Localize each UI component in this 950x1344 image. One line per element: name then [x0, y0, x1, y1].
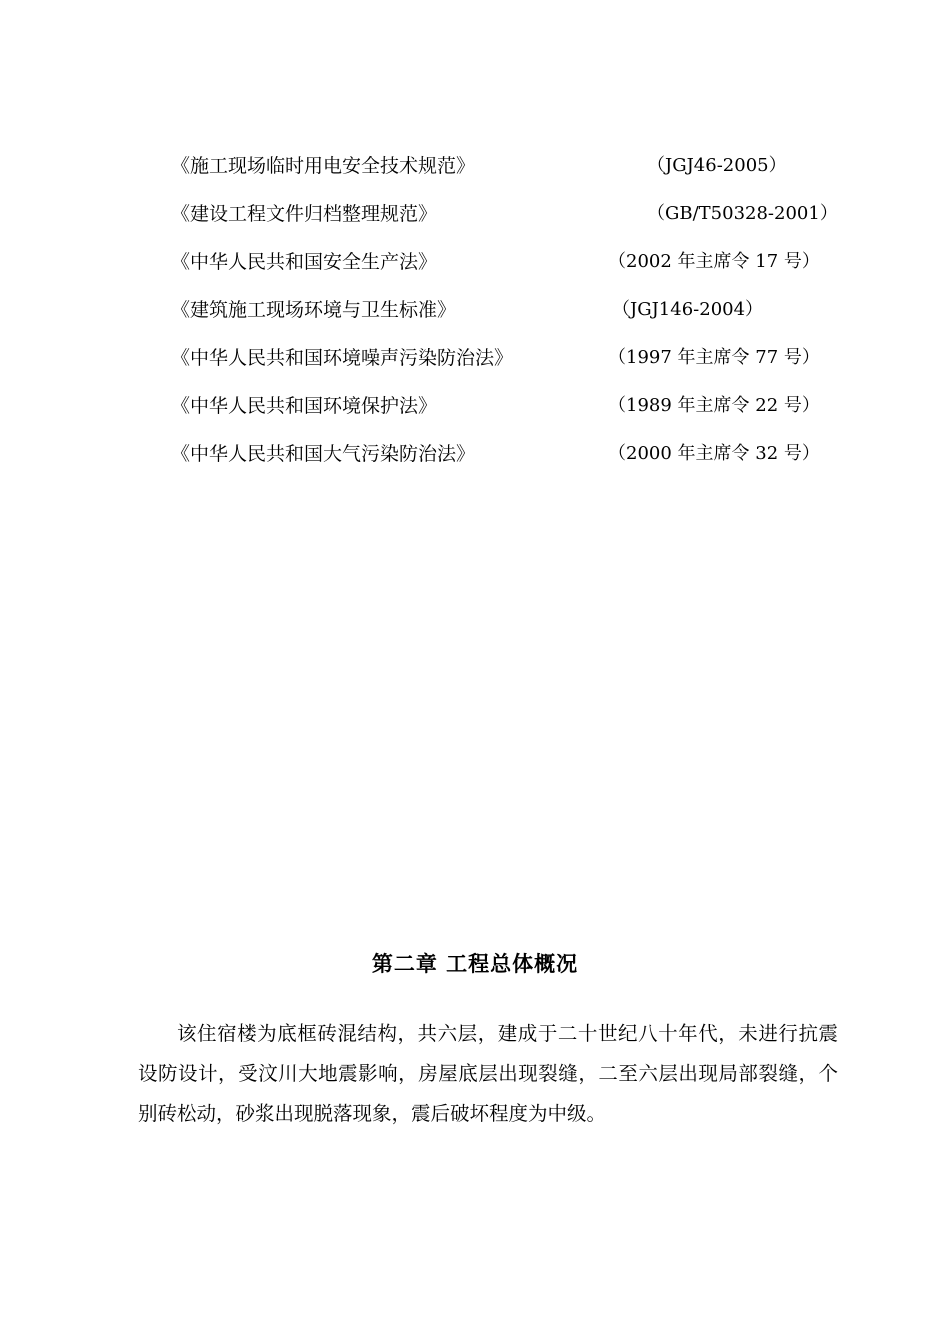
reference-title: 《施工现场临时用电安全技术规范》	[171, 155, 476, 177]
reference-title: 《中华人民共和国环境噪声污染防治法》	[171, 347, 514, 369]
reference-code: （JGJ146-2004）	[612, 299, 764, 320]
chapter-title: 第二章 工程总体概况	[371, 952, 579, 976]
reference-title: 《中华人民共和国安全生产法》	[171, 251, 438, 273]
reference-code: （1997 年主席令 77 号）	[608, 347, 820, 368]
reference-code: （2002 年主席令 17 号）	[608, 251, 820, 272]
reference-item	[0, 390, 950, 438]
reference-code: （1989 年主席令 22 号）	[608, 395, 820, 416]
reference-title: 《中华人民共和国环境保护法》	[171, 395, 438, 417]
reference-title: 《建筑施工现场环境与卫生标准》	[171, 299, 457, 321]
reference-title: 《中华人民共和国大气污染防治法》	[171, 443, 476, 465]
reference-list	[0, 150, 950, 486]
reference-code: （GB/T50328-2001）	[647, 203, 838, 224]
reference-item	[0, 198, 950, 246]
reference-item	[0, 294, 950, 342]
reference-code: （JGJ46-2005）	[647, 155, 787, 176]
reference-title: 《建设工程文件归档整理规范》	[171, 203, 438, 225]
reference-item	[0, 342, 950, 390]
reference-item	[0, 150, 950, 198]
chapter-paragraph: 该住宿楼为底框砖混结构，共六层，建成于二十世纪八十年代，未进行抗震设防设计，受汶川大地震影响，房屋底层出现裂缝，二至六层出现局部裂缝，个别砖松动，砂浆出现脱落现象，震后破坏程度为中级。	[138, 1022, 838, 1125]
reference-item	[0, 438, 950, 486]
reference-item	[0, 246, 950, 294]
reference-code: （2000 年主席令 32 号）	[608, 443, 820, 464]
